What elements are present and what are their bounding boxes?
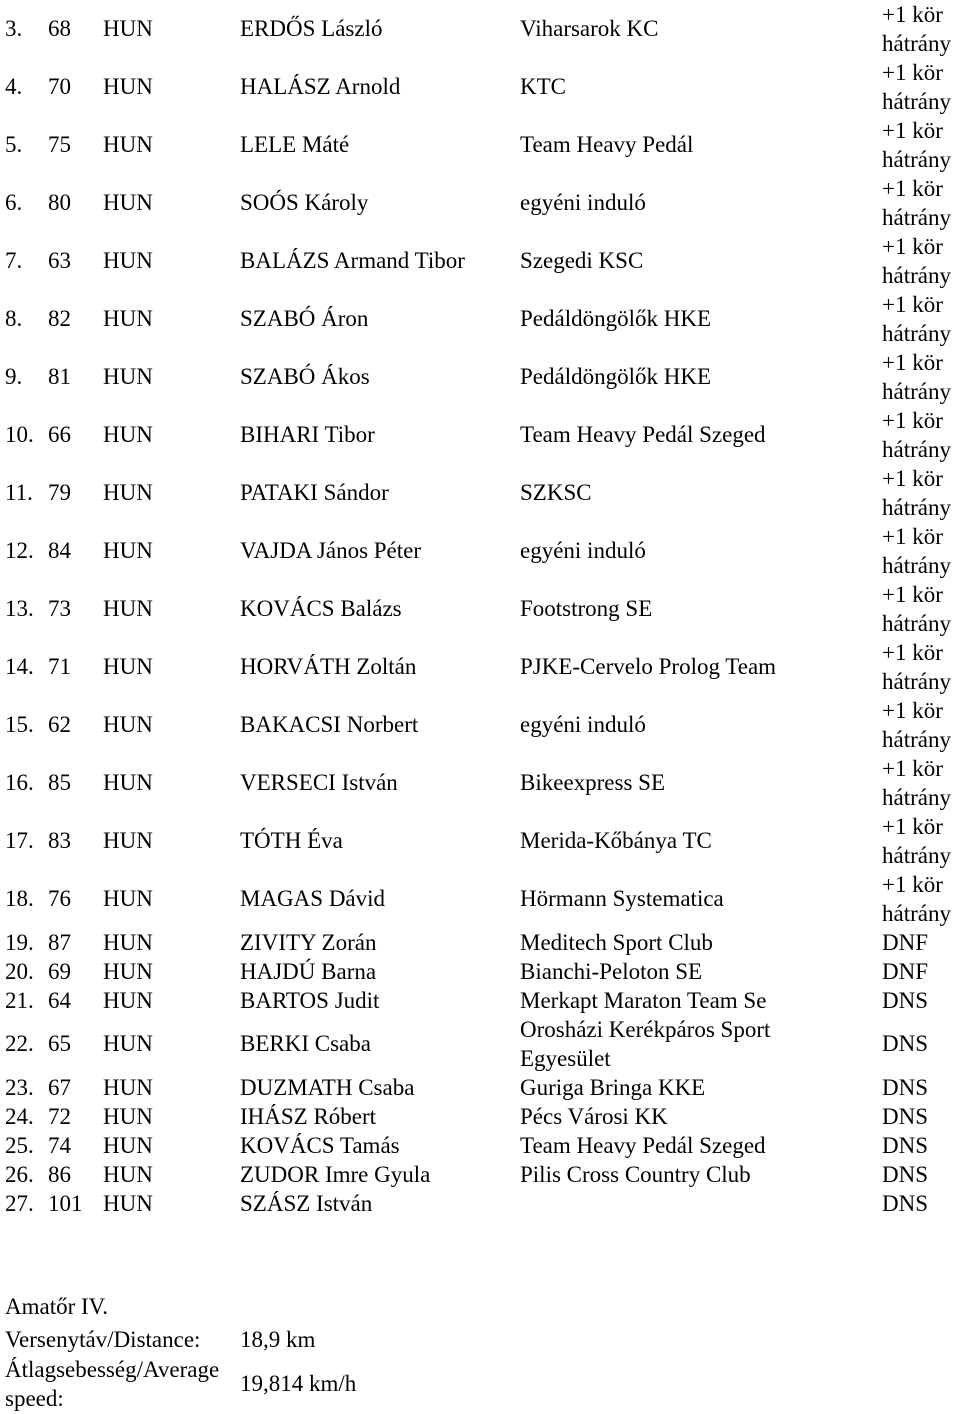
table-row [0,1189,960,1218]
rider-name-cell: MAGAS Dávid [240,886,386,911]
rider-name-cell: SZABÓ Ákos [240,364,370,389]
team-name-line: egyéni induló [520,538,646,563]
rank-cell: 11. [5,480,33,505]
status-line: hátrány [882,379,951,404]
table-row [0,754,960,812]
status-cell [882,754,951,812]
rank-cell: 26. [5,1162,34,1187]
team-cell [520,1131,766,1160]
bib-number-cell: 71 [48,654,71,679]
rider-name-cell: ZIVITY Zorán [240,930,377,955]
rank-cell: 17. [5,828,34,853]
rider-name-cell: DUZMATH Csaba [240,1075,415,1100]
status-line: DNS [882,1162,929,1187]
team-cell [520,710,646,739]
team-cell [520,986,766,1015]
team-cell [520,304,711,333]
table-row [0,812,960,870]
table-row [0,1160,960,1189]
table-row [0,580,960,638]
status-line: hátrány [882,901,951,926]
nationality-cell: HUN [103,886,153,911]
status-line: +1 kör [882,234,943,259]
rider-name-cell: TÓTH Éva [240,828,343,853]
team-name-line: Hörmann Systematica [520,886,724,911]
nationality-cell: HUN [103,248,153,273]
table-row [0,696,960,754]
rank-cell: 12. [5,538,34,563]
team-cell [520,957,702,986]
rank-cell: 3. [5,16,23,41]
bib-number-cell: 68 [48,16,71,41]
status-line: +1 kör [882,814,943,839]
team-cell [520,420,766,449]
rank-cell: 20. [5,959,34,984]
nationality-cell: HUN [103,1075,153,1100]
rank-cell: 15. [5,712,34,737]
team-name-line: Bianchi-Peloton SE [520,959,703,984]
status-cell [882,812,951,870]
bib-number-cell: 73 [48,596,71,621]
team-cell [520,928,713,957]
rider-name-cell: ZUDOR Imre Gyula [240,1162,431,1187]
rider-name-cell: BAKACSI Norbert [240,712,419,737]
status-cell [882,870,951,928]
rider-name-cell: BIHARI Tibor [240,422,375,447]
bib-number-cell: 72 [48,1104,71,1129]
status-line: +1 kör [882,176,943,201]
bib-number-cell: 87 [48,930,71,955]
team-cell [520,826,712,855]
bib-number-cell: 75 [48,132,71,157]
status-line: +1 kör [882,872,943,897]
nationality-cell: HUN [103,1162,153,1187]
team-name-line: PJKE-Cervelo Prolog Team [520,654,777,679]
status-line: DNS [882,1031,929,1056]
rank-cell: 16. [5,770,34,795]
rider-name-cell: BARTOS Judit [240,988,380,1013]
team-cell [520,884,724,913]
status-line: hátrány [882,785,951,810]
status-cell [882,638,951,696]
nationality-cell: HUN [103,828,153,853]
status-cell [882,1029,928,1058]
status-line: +1 kör [882,756,943,781]
nationality-cell: HUN [103,770,153,795]
status-cell [882,464,951,522]
rider-name-cell: PATAKI Sándor [240,480,389,505]
team-name-line: Team Heavy Pedál [520,132,694,157]
table-row [0,638,960,696]
rank-cell: 27. [5,1191,34,1216]
status-line: hátrány [882,843,951,868]
bib-number-cell: 84 [48,538,71,563]
status-cell [882,1131,928,1160]
average-speed-label: Átlagsebesség/Average [5,1357,220,1382]
bib-number-cell: 86 [48,1162,71,1187]
team-name-line: Pedáldöngölők HKE [520,364,712,389]
rank-cell: 24. [5,1104,34,1129]
bib-number-cell: 85 [48,770,71,795]
rider-name-cell: VERSECI István [240,770,398,795]
status-cell [882,522,951,580]
rank-cell: 19. [5,930,34,955]
status-line: +1 kör [882,292,943,317]
bib-number-cell: 69 [48,959,71,984]
bib-number-cell: 70 [48,74,71,99]
average-speed-label-cont: speed: [5,1386,64,1411]
team-name-line: egyéni induló [520,712,646,737]
rider-name-cell: IHÁSZ Róbert [240,1104,377,1129]
status-line: DNS [882,1104,929,1129]
team-name-line: Pedáldöngölők HKE [520,306,712,331]
table-row [0,1015,960,1073]
rank-cell: 22. [5,1031,34,1056]
average-speed-value: 19,814 km/h [240,1371,357,1396]
bib-number-cell: 63 [48,248,71,273]
status-cell [882,957,928,986]
bib-number-cell: 81 [48,364,71,389]
team-name-line: Bikeexpress SE [520,770,666,795]
rider-name-cell: HAJDÚ Barna [240,959,377,984]
bib-number-cell: 80 [48,190,71,215]
bib-number-cell: 64 [48,988,71,1013]
status-line: DNF [882,930,929,955]
rider-name-cell: HORVÁTH Zoltán [240,654,417,679]
distance-label: Versenytáv/Distance: [5,1327,201,1352]
table-row [0,290,960,348]
team-name-line: SZKSC [520,480,592,505]
table-row [0,0,960,58]
category-label: Amatőr IV. [5,1294,109,1319]
rank-cell: 7. [5,248,23,273]
team-cell [520,594,652,623]
table-row [0,464,960,522]
status-line: DNS [882,1133,929,1158]
distance-value: 18,9 km [240,1327,316,1352]
rider-name-cell: LELE Máté [240,132,350,157]
nationality-cell: HUN [103,538,153,563]
team-name-line: Merkapt Maraton Team Se [520,988,767,1013]
bib-number-cell: 67 [48,1075,71,1100]
bib-number-cell: 76 [48,886,71,911]
status-cell [882,1189,928,1218]
rank-cell: 5. [5,132,23,157]
status-line: hátrány [882,611,951,636]
rank-cell: 21. [5,988,34,1013]
status-line: hátrány [882,495,951,520]
nationality-cell: HUN [103,190,153,215]
table-row [0,1131,960,1160]
team-cell [520,652,776,681]
team-name-line: Meditech Sport Club [520,930,713,955]
nationality-cell: HUN [103,1104,153,1129]
team-name-line: Merida-Kőbánya TC [520,828,712,853]
nationality-cell: HUN [103,74,153,99]
team-cell [520,1073,705,1102]
nationality-cell: HUN [103,132,153,157]
nationality-cell: HUN [103,1031,153,1056]
status-cell [882,0,951,58]
nationality-cell: HUN [103,959,153,984]
nationality-cell: HUN [103,596,153,621]
rank-cell: 18. [5,886,34,911]
team-cell [520,1160,751,1189]
status-cell [882,986,928,1015]
table-row [0,232,960,290]
status-line: hátrány [882,669,951,694]
team-name-line: egyéni induló [520,190,646,215]
nationality-cell: HUN [103,422,153,447]
status-line: hátrány [882,31,951,56]
team-name-line: Guriga Bringa KKE [520,1075,706,1100]
nationality-cell: HUN [103,480,153,505]
rider-name-cell: BALÁZS Armand Tibor [240,248,465,273]
status-cell [882,58,951,116]
status-line: +1 kör [882,524,943,549]
status-cell [882,580,951,638]
rider-name-cell: VAJDA János Péter [240,538,422,563]
team-name-line: Footstrong SE [520,596,653,621]
table-row [0,406,960,464]
status-line: +1 kör [882,582,943,607]
team-cell [520,1102,668,1131]
team-cell [520,246,643,275]
nationality-cell: HUN [103,712,153,737]
team-cell [520,14,659,43]
bib-number-cell: 101 [48,1191,83,1216]
status-cell [882,348,951,406]
status-line: +1 kör [882,698,943,723]
table-row [0,957,960,986]
table-row [0,1102,960,1131]
status-cell [882,1102,928,1131]
rank-cell: 8. [5,306,23,331]
status-line: DNS [882,988,929,1013]
rider-name-cell: SZABÓ Áron [240,306,369,331]
nationality-cell: HUN [103,1133,153,1158]
rank-cell: 9. [5,364,23,389]
table-row [0,1073,960,1102]
team-cell [520,188,646,217]
status-line: hátrány [882,437,951,462]
rider-name-cell: BERKI Csaba [240,1031,371,1056]
team-name-line: Team Heavy Pedál Szeged [520,422,766,447]
table-row [0,174,960,232]
table-row [0,986,960,1015]
bib-number-cell: 79 [48,480,71,505]
status-cell [882,1073,928,1102]
bib-number-cell: 82 [48,306,71,331]
status-cell [882,696,951,754]
team-cell [520,362,711,391]
table-row [0,928,960,957]
status-line: DNS [882,1075,929,1100]
nationality-cell: HUN [103,1191,153,1216]
team-name-line: Orosházi Kerékpáros Sport [520,1017,771,1042]
rank-cell: 14. [5,654,34,679]
status-line: DNS [882,1191,929,1216]
team-cell [520,130,693,159]
status-line: DNF [882,959,929,984]
table-row [0,116,960,174]
status-line: +1 kör [882,466,943,491]
rider-name-cell: KOVÁCS Balázs [240,596,402,621]
status-cell [882,174,951,232]
status-line: +1 kör [882,2,943,27]
status-line: hátrány [882,205,951,230]
bib-number-cell: 74 [48,1133,71,1158]
nationality-cell: HUN [103,988,153,1013]
status-line: +1 kör [882,408,943,433]
team-cell [520,72,566,101]
rank-cell: 25. [5,1133,34,1158]
table-row [0,522,960,580]
status-line: +1 kör [882,118,943,143]
bib-number-cell: 65 [48,1031,71,1056]
rider-name-cell: SZÁSZ István [240,1191,373,1216]
table-row [0,348,960,406]
nationality-cell: HUN [103,306,153,331]
status-line: hátrány [882,147,951,172]
rider-name-cell: HALÁSZ Arnold [240,74,401,99]
nationality-cell: HUN [103,16,153,41]
bib-number-cell: 83 [48,828,71,853]
team-cell [520,768,665,797]
team-cell [520,1015,770,1073]
team-cell [520,536,646,565]
nationality-cell: HUN [103,654,153,679]
status-cell [882,1160,928,1189]
bib-number-cell: 62 [48,712,71,737]
team-name-line: Egyesület [520,1046,611,1071]
team-name-line: Pilis Cross Country Club [520,1162,751,1187]
status-line: +1 kör [882,640,943,665]
team-name-line: KTC [520,74,566,99]
nationality-cell: HUN [103,930,153,955]
rank-cell: 4. [5,74,23,99]
status-line: hátrány [882,321,951,346]
team-name-line: Pécs Városi KK [520,1104,668,1129]
status-cell [882,928,928,957]
rank-cell: 13. [5,596,34,621]
status-line: +1 kör [882,350,943,375]
rank-cell: 23. [5,1075,34,1100]
rider-name-cell: KOVÁCS Tamás [240,1133,400,1158]
status-line: +1 kör [882,60,943,85]
team-name-line: Szegedi KSC [520,248,644,273]
rank-cell: 10. [5,422,34,447]
table-row [0,58,960,116]
rider-name-cell: ERDŐS László [240,16,383,41]
status-line: hátrány [882,89,951,114]
table-row [0,870,960,928]
team-name-line: Viharsarok KC [520,16,659,41]
team-name-line: Team Heavy Pedál Szeged [520,1133,766,1158]
status-line: hátrány [882,263,951,288]
nationality-cell: HUN [103,364,153,389]
status-line: hátrány [882,553,951,578]
rider-name-cell: SOÓS Károly [240,190,369,215]
status-cell [882,232,951,290]
status-cell [882,406,951,464]
rank-cell: 6. [5,190,23,215]
bib-number-cell: 66 [48,422,71,447]
status-cell [882,116,951,174]
status-line: hátrány [882,727,951,752]
status-cell [882,290,951,348]
team-cell [520,478,592,507]
